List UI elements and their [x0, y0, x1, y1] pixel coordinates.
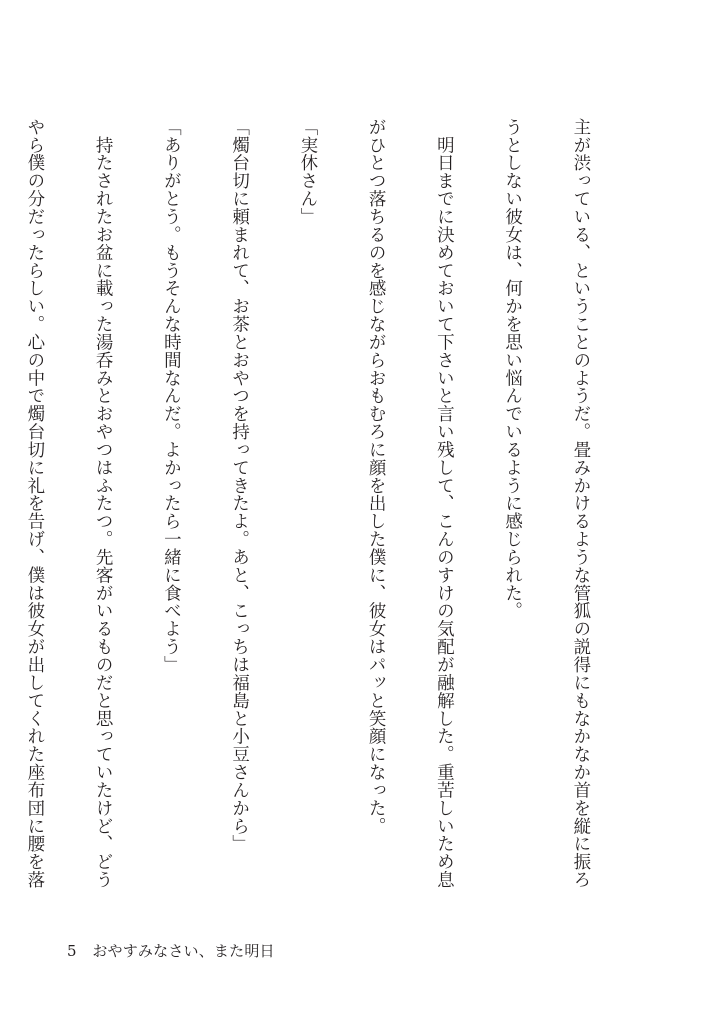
text-line-1: 主が渋っている、ということのようだ。畳みかけるような管狐の説得にもなかなか首を縦に振ろ [570, 118, 591, 889]
running-title: おやすみなさい、また明日 [92, 942, 275, 960]
page-number: 5 [67, 942, 77, 960]
text-line-2: うとしない彼女は、何かを思い悩んでいるように感じられた。 [502, 118, 523, 620]
text-line-5: 「実休さん」 [297, 118, 318, 226]
vertical-body-text [24, 118, 632, 908]
text-line-6: 「燭台切に頼まれて、お茶とおやつを持ってきたよ。あと、こっちは福島と小豆さんから」 [229, 118, 250, 853]
text-line-7: 「ありがとう。もうそんな時間なんだ。よかったら一緒に食べよう」 [161, 118, 182, 674]
text-line-3: 明日までに決めておいて下さいと言い残して、こんのすけの気配が融解した。重苦しいため息 [434, 118, 455, 889]
text-line-8: 持たされたお盆に載った湯呑みとおやつはふたつ。先客がいるものだと思っていたけど、どう [93, 118, 114, 889]
text-line-4: がひとつ落ちるのを感じながらおもむろに顔を出した僕に、彼女はパッと笑顔になった。 [366, 118, 387, 835]
page-footer [67, 944, 275, 959]
text-line-9: やら僕の分だったらしい。心の中で燭台切に礼を告げ、僕は彼女が出してくれた座布団に腰を落 [24, 118, 45, 889]
